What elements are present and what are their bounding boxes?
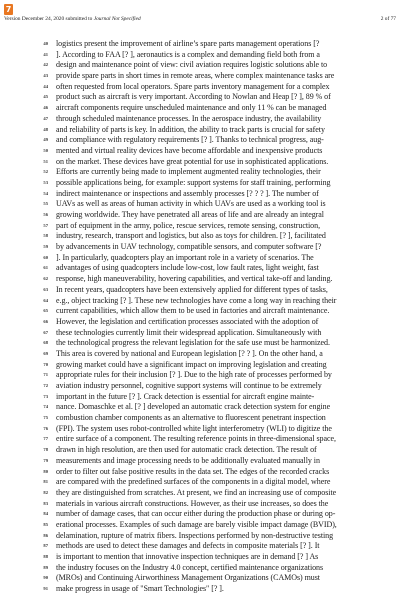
text-line	[0, 456, 400, 467]
text-line	[0, 370, 400, 381]
line-number: 60	[43, 254, 48, 260]
line-text: e.g., object tracking [? ]. These new technologies have come a long way in reaching their	[56, 295, 337, 305]
text-line	[0, 210, 400, 221]
line-text: mented and virtual reality devices have become affordable and inexpensive products	[56, 145, 323, 155]
text-line	[0, 563, 400, 574]
text-line	[0, 231, 400, 242]
line-text: nance. Domaschke et al. [? ] developed an automatic crack detection system for engine	[56, 402, 331, 412]
line-number: 64	[43, 297, 48, 303]
line-text: UAVs as well as areas of human activity in which UAVs are used as a working tool is	[56, 199, 326, 209]
text-line	[0, 306, 400, 317]
line-text: and compliance with regulatory requirements [? ]. Thanks to technical progress, aug-	[56, 135, 324, 145]
line-number: 55	[43, 201, 48, 207]
page-number: 2 of 77	[380, 16, 396, 22]
text-line	[0, 71, 400, 82]
line-number: 62	[43, 276, 48, 282]
line-text: they are distinguished from scratches. At present, we find an increasing use of composite	[56, 487, 337, 497]
line-number: 74	[43, 404, 48, 410]
line-number: 68	[43, 340, 48, 346]
text-line	[0, 573, 400, 584]
line-number: 56	[43, 212, 48, 217]
line-number: 54	[43, 190, 48, 196]
line-number: 82	[43, 489, 48, 495]
line-number: 78	[43, 447, 48, 453]
line-number: 70	[43, 361, 48, 367]
line-number: 57	[43, 222, 48, 228]
line-text: (MROs) and Continuing Airworthiness Management Organizations (CAMOs) must	[56, 573, 320, 583]
text-line	[0, 445, 400, 456]
line-text: current capabilities, which allow them to be used in factories and aircraft maintenance.	[56, 306, 330, 316]
line-number: 76	[43, 425, 48, 431]
text-line	[0, 402, 400, 413]
line-text: delamination, rupture of matrix fibers. Inspections performed by non-destructive testing	[56, 530, 334, 540]
line-number: 71	[43, 372, 48, 378]
line-number: 90	[43, 575, 48, 581]
line-text: erational processes. Examples of such damage are barely visible impact damage (BVID),	[56, 519, 337, 529]
text-line	[0, 477, 400, 488]
text-line	[0, 167, 400, 178]
line-number: 67	[43, 329, 48, 335]
line-number: 79	[43, 457, 48, 463]
line-number: 81	[43, 479, 48, 485]
text-line	[0, 509, 400, 520]
line-number: 46	[43, 105, 48, 111]
line-number: 72	[43, 383, 48, 388]
text-line	[0, 82, 400, 93]
journal-logo-icon	[4, 4, 13, 15]
text-line	[0, 434, 400, 445]
line-text: these technologies currently limit their widespread application. Simultaneously with	[56, 327, 322, 337]
line-text: Efforts are currently being made to implement augmented reality technologies, their	[56, 167, 321, 177]
line-text: make progress in usage of "Smart Technologies" [? ].	[56, 584, 224, 594]
text-line	[0, 157, 400, 168]
line-text: advantages of using quadcopters include low-cost, low fault rates, light weight, fast	[56, 263, 319, 273]
line-text: product such as aircraft is very important. According to Nowlan and Heap [? ], 89 % of	[56, 92, 331, 102]
line-text: However, the legislation and certification processes associated with the adoption of	[56, 316, 319, 326]
line-text: entire surface of a component. The resulting reference points in three-dimensional space,	[56, 434, 336, 444]
line-text: drawn in high resolution, are then used for automatic crack detection. The result of	[56, 445, 317, 455]
line-text: growing market could have a significant impact on improving legislation and creating	[56, 359, 327, 369]
text-line	[0, 221, 400, 232]
line-text: is important to mention that innovative inspection techniques are in demand [? ] As	[56, 552, 319, 561]
text-line	[0, 531, 400, 542]
line-number: 59	[43, 244, 48, 250]
text-line	[0, 413, 400, 424]
line-number: 84	[43, 511, 48, 517]
line-text: possible applications being, for example: support systems for staff training, performing	[56, 177, 331, 187]
line-number: 41	[43, 51, 48, 57]
line-number: 75	[43, 415, 48, 421]
line-text: the technological progress the relevant legislation for the safe use must be harmonized.	[56, 338, 330, 348]
version-line	[4, 16, 141, 23]
line-text: (FPI). The system uses robot-controlled white light interferometry (WLI) to digitize the	[56, 423, 332, 433]
line-text: response, high maneuverability, hovering capabilities, and vertical take-off and landing.	[56, 274, 333, 284]
line-number: 51	[43, 158, 48, 164]
text-line	[0, 392, 400, 403]
text-line	[0, 125, 400, 136]
text-line	[0, 114, 400, 125]
line-number: 42	[43, 62, 48, 68]
line-text: by advancements in UAV technology, compatible sensors, and computer software [?	[56, 242, 322, 252]
line-text: This area is covered by national and European legislation [? ? ]. On the other hand, a	[56, 348, 323, 358]
text-line	[0, 338, 400, 349]
version-text: Version December 24, 2020 submitted to	[4, 16, 93, 22]
text-line	[0, 103, 400, 114]
line-number: 48	[43, 126, 48, 132]
text-line	[0, 541, 400, 552]
line-text: industry, research, transport and logistics, but also as toys for children. [? ], facilitated	[56, 231, 326, 241]
text-line	[0, 424, 400, 435]
text-line	[0, 349, 400, 360]
text-line	[0, 199, 400, 210]
line-number: 73	[43, 393, 48, 399]
line-text: appropriate rules for their inclusion [? ]. Due to the high rate of processes performed by	[56, 370, 332, 380]
journal-name: Journal Not Specified	[93, 16, 141, 22]
line-number: 45	[43, 94, 48, 100]
line-number: 80	[43, 468, 48, 474]
line-number: 44	[43, 83, 48, 89]
text-line	[0, 92, 400, 103]
line-text: ]. In particularly, quadcopters play an important role in a variety of scenarios. The	[56, 252, 314, 262]
text-line	[0, 584, 400, 595]
text-line	[0, 135, 400, 146]
text-line	[0, 146, 400, 157]
text-line	[0, 274, 400, 285]
line-text: and reliability of parts is key. In addition, the ability to track parts is crucial for safety	[56, 124, 325, 134]
line-number: 40	[43, 41, 48, 46]
line-text: In recent years, quadcopters have been extensively applied for different types of tasks,	[56, 284, 328, 294]
line-text: part of equipment in the army, police, rescue services, remote sensing, construction,	[56, 220, 321, 230]
line-number: 47	[43, 115, 48, 121]
line-text: provide spare parts in short times in remote areas, where complex maintenance tasks are	[56, 71, 335, 81]
line-number: 89	[43, 564, 48, 570]
text-line	[0, 263, 400, 274]
line-number: 65	[43, 308, 48, 314]
text-line	[0, 189, 400, 200]
line-text: on the market. These devices have great potential for use in sophisticated applications.	[56, 156, 329, 166]
line-number: 43	[43, 73, 48, 79]
line-number: 85	[43, 521, 48, 527]
text-line	[0, 552, 400, 563]
text-line	[0, 285, 400, 296]
line-text: combustion chamber components as an alternative to fluorescent penetrant inspection	[56, 413, 326, 423]
line-text: often requested from local operators. Spare parts inventory management for a complex	[56, 81, 330, 91]
text-line	[0, 328, 400, 339]
line-number: 86	[43, 532, 48, 538]
line-number: 63	[43, 286, 48, 292]
line-number: 53	[43, 179, 48, 185]
body-text	[0, 39, 400, 595]
text-line	[0, 296, 400, 307]
line-text: growing worldwide. They have penetrated all areas of life and are already an integral	[56, 210, 324, 219]
text-line	[0, 178, 400, 189]
text-line	[0, 39, 400, 50]
line-text: aviation industry personnel, cognitive support systems will continue to be extremely	[56, 381, 322, 390]
line-text: number of damage cases, that can occur either during the production phase or during op-	[56, 509, 336, 519]
page-header	[4, 4, 396, 28]
line-text: ]. According to FAA [? ], aeronautics is a complex and demanding field both from a	[56, 49, 320, 59]
line-text: important in the future [? ]. Crack detection is essential for aircraft engine mainte-	[56, 391, 315, 401]
text-line	[0, 467, 400, 478]
line-number: 77	[43, 436, 48, 442]
text-line	[0, 317, 400, 328]
text-line	[0, 50, 400, 61]
line-text: order to filter out false positive results in the data set. The edges of the recorded cracks	[56, 466, 330, 476]
line-number: 83	[43, 500, 48, 506]
line-number: 87	[43, 543, 48, 549]
line-text: the industry focuses on the Industry 4.0 concept, certified maintenance organizations	[56, 562, 324, 572]
text-line	[0, 381, 400, 392]
text-line	[0, 360, 400, 371]
line-number: 91	[43, 586, 48, 592]
text-line	[0, 499, 400, 510]
line-number: 58	[43, 233, 48, 239]
line-number: 61	[43, 265, 48, 271]
text-line	[0, 488, 400, 499]
line-text: methods are used to detect these damages and defects in composite materials [? ]. It	[56, 541, 320, 551]
line-text: aircraft components require unscheduled maintenance and only 11 % can be managed	[56, 103, 327, 113]
line-number: 52	[43, 169, 48, 175]
line-text: measurements and image processing needs to be additionally evaluated manually in	[56, 455, 320, 465]
text-line	[0, 242, 400, 253]
line-text: are compared with the predefined surfaces of the components in a digital model, where	[56, 477, 331, 487]
line-text: design and maintenance point of view: civil aviation requires logistic solutions able to	[56, 60, 328, 70]
line-text: logistics present the improvement of airline’s spare parts management operations [?	[56, 39, 320, 48]
line-text: materials in various aircraft constructions. However, as their use increases, so does the	[56, 498, 329, 508]
text-line	[0, 253, 400, 264]
line-number: 66	[43, 318, 48, 324]
line-number: 49	[43, 137, 48, 143]
line-text: indirect maintenance or inspections and assembly processes [? ? ? ]. The number of	[56, 188, 319, 198]
line-number: 88	[43, 554, 48, 559]
text-line	[0, 60, 400, 71]
line-text: through scheduled maintenance processes. In the aerospace industry, the availability	[56, 113, 322, 123]
journal-logo-mark: 7	[5, 4, 12, 14]
line-number: 50	[43, 147, 48, 153]
text-line	[0, 520, 400, 531]
line-number: 69	[43, 350, 48, 356]
